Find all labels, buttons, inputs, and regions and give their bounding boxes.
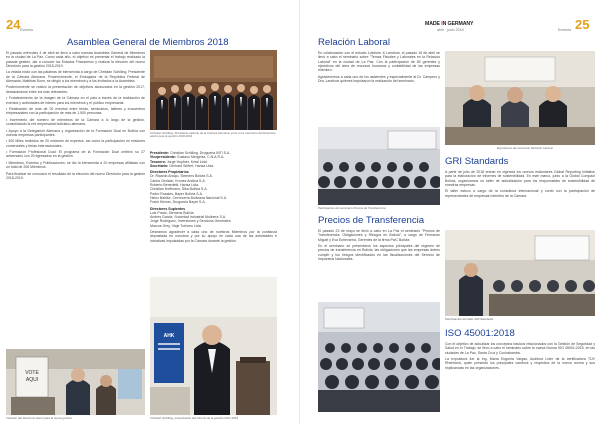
presentation-photo-caption: Christian Schilling, presentación del informe de la gestión 2017-2018	[150, 416, 239, 420]
directors-label: Directores Propietarios	[150, 170, 189, 175]
relacion-laboral-text	[318, 51, 440, 123]
voting-photo	[6, 349, 145, 415]
iso-heading: ISO 45001:2018	[445, 328, 515, 339]
asamblea-body-column-1	[6, 51, 145, 346]
gri-paragraph: A partir de julio de 2018 entran en vigencia los nuevos estándares Global Reporting Initiative para la elaboración de informes de sostenibilidad. En este marco, junto a la Global Compact Bolivia, organizamos un taller de actualización para los responsables de sostenibilidad de nuestras empresas.	[445, 170, 595, 187]
director-item: Dr. Ricardo Araujo, Siemens Bolivia S.A.	[150, 174, 213, 179]
board-name: Gustavo Mergelsz, C.N.A.R.A.	[176, 155, 225, 160]
alternate-item: Jorge Rodríguez, Inversiones y Servicios Generales	[150, 219, 231, 224]
page-number-right: 25	[575, 17, 590, 32]
director-item: Frank Kleiner, Drogueria Bayer S.A.	[150, 200, 206, 205]
made-in-germany-logo: MADE IN GERMANY	[425, 21, 474, 27]
asamblea-paragraph: • Realización de más de 20 eventos entre ferias, seminarios, talleres y encuentros empresariales con la participación de más de 1.500 personas.	[6, 107, 145, 116]
header-date: abril · junio 2018	[437, 28, 464, 32]
relacion-laboral-photo	[445, 51, 595, 145]
precios-photo	[318, 127, 440, 205]
gri-text	[445, 170, 595, 228]
relacion-paragraph: En colaboración con el estudio Lofchner & Landívar, el pasado 16 de abril se llevó a cabo el seminario sobre "Temas Fiscales y Laborales en la Relación Laboral" en la ciudad de La Paz. Con la participación de 80 gerentes y ejecutivos del área de recursos humanos y contabilidad de las empresas miembro.	[318, 51, 440, 73]
asamblea-paragraph: Posteriormente se realizó la presentación de objetivos alcanzados en la gestión 2017, destacándose entre los más relevantes:	[6, 85, 145, 94]
gri-paragraph: El taller estuvo a cargo de la consultora internacional y contó con la participación de representantes de empresas miembro de la Cámara.	[445, 189, 595, 198]
svg-text:AQUI: AQUI	[25, 377, 39, 383]
asamblea-body-column-2	[150, 151, 277, 276]
alternate-item: Luis Prado, Siemens Bolivia	[150, 210, 194, 215]
asamblea-paragraph: Para finalizar se comunicó el resultado de la elección del nuevo Directorio para la gestión 2018-2019.	[6, 171, 145, 180]
gri-heading: GRI Standards	[445, 156, 509, 167]
asamblea-paragraph: • Fortalecimiento de la imagen de la Cámara en el país a través de la realización de eventos y actividades de interés para los miembros y el público empresarial.	[6, 96, 145, 105]
precios-text	[318, 229, 440, 299]
asamblea-group-photo	[150, 50, 277, 130]
presentation-photo	[150, 277, 277, 415]
director-item: Pedro Rosales, Bayer Bolivia S.A.	[150, 191, 203, 196]
asamblea-photo-caption: Christian Schilling, Presidente saliente de la Cámara Alemana, junto a los miembros del Directorio electo para la gestión 2018-2019	[150, 131, 276, 139]
precios-paragraph: El pasado 23 de mayo se llevó a cabo en La Paz el seminario "Precios de Transferencia: Obligaciones y Riesgos en Bolivia", a cargo de Fernando Miguel y Eva Echevarría, Gerentes de la firma PwC Bolivia.	[318, 229, 440, 242]
board-role: Presidente:	[150, 151, 171, 155]
director-item: Christian Hoffmann, Sika Bolivia S.A.	[150, 187, 208, 192]
alternates-label: Directores Suplentes	[150, 206, 186, 211]
svg-text:VOTE: VOTE	[25, 370, 39, 376]
asamblea-heading: Asamblea General de Miembros 2018	[67, 37, 229, 48]
relacion-laboral-heading: Relación Laboral	[318, 37, 390, 48]
relacion-paragraph: Agradecemos a cada uno de los asistentes y especialmente al Dr. Campero y Dra. Landívar quienes impulsaron la realización del seminario.	[318, 74, 440, 83]
asamblea-paragraph: • Formación Profesional Dual: El programa de la Formación Dual celebró su 27 aniversario con 20 egresados en la gestión.	[6, 150, 145, 159]
alternate-item: Marcos Grey, Viaje Turismo Ltda.	[150, 223, 202, 228]
svg-text:AHK: AHK	[163, 333, 175, 339]
board-role: Tesorero:	[150, 159, 167, 164]
board-name: Christian Schilling, Drogueria INTI S.A.	[170, 151, 231, 155]
precios-audience-photo	[318, 302, 440, 412]
precios-paragraph: En el seminario se presentaron los aspectos principales del régimen de precios de transferencia en Bolivia, las obligaciones que las empresas deben cumplir y los riesgos identificados en las fiscalizaciones del Servicio de Impuestos Nacionales.	[318, 244, 440, 261]
asamblea-closing: Deseamos agradecer a cada uno de nuestros Miembros por la confianza depositada en nosotros y por su apoyo en cada una de las actividades e iniciativas impulsadas por la Cámara durante la gestión.	[150, 230, 277, 243]
iso-paragraph: La expositora fue la Ing. María Eugenia Vargas, Auditora Líder de la certificadora TÜV Rheinland, quien presentó los principales cambios y requisitos de la nueva norma y sus implicancias en las organizaciones.	[445, 357, 595, 370]
board-role: Vicepresidente:	[150, 155, 177, 160]
gri-photo	[445, 230, 595, 316]
precios-photo-caption: Participantes del seminario Precios de Transferencia	[318, 206, 386, 210]
asamblea-paragraph: El pasado miércoles 4 de abril se llevó a cabo nuestra Asamblea General de Miembros en la ciudad de La Paz. Como cada año, el objetivo es presentar el trabajo realizado la pasada gestión, dar a conocer los Estados Financieros y realizar la elección del nuevo Directorio para la gestión 2018-2019.	[6, 51, 145, 68]
section-label-right: Eventos	[558, 28, 571, 32]
asamblea-paragraph: • Miembros, Eventos y Publicaciones: se dio la bienvenida a 20 empresas afiliadas con un total de 206 Miembros.	[6, 160, 145, 170]
director-item: Heinz Bahlke, Cervecería Boliviana Nacional S.A.	[150, 195, 228, 200]
asamblea-paragraph: La velada inició con las palabras de bienvenida a cargo de Christian Schilling, Presidente de la Cámara Alemana. Posteriormente, el Embajador de la República Federal de Alemania, Matthias Sonn, se dirigió a los miembros y a los invitados a la Asamblea.	[6, 70, 145, 83]
alternate-item: Andrés Garcia, Sociedad Industrial Molinera S.A.	[150, 215, 227, 220]
asamblea-paragraph: • 300 Miles recibidos de 20 misiones de expertos, así como la participación en misiones comerciales y ferias internacionales.	[6, 139, 145, 148]
right-page	[300, 0, 600, 424]
board-name: Gerhard Seifert, Hansa Ltda.	[169, 163, 215, 168]
section-label-left: Eventos	[20, 28, 33, 32]
asamblea-paragraph: • Apoyo a la Delegación Alemana y organización de la Formación Dual en Bolivia con nuevas empresas participantes.	[6, 128, 145, 137]
iso-text	[445, 342, 595, 418]
relacion-laboral-caption: Expositores del seminario Relación Laboral	[497, 146, 553, 150]
page-number-left: 24	[6, 17, 21, 32]
gri-photo-caption: Participantes del taller GRI Standards	[445, 317, 494, 321]
director-item: Carlos Gerlach, Krones Andina S.A.	[150, 178, 206, 183]
board-name: Jorge Hopfner, Ketal Ltda.	[166, 159, 208, 164]
iso-paragraph: Con el objetivo de actualizar los conceptos básicos relacionados con la Gestión de Seguridad y Salud en el Trabajo, se llevó a cabo el seminario sobre la nueva Norma ISO 45001:2018, en las ciudades de La Paz, Santa Cruz y Cochabamba.	[445, 342, 595, 355]
board-member	[150, 164, 277, 168]
board-role: Secretario:	[150, 163, 170, 168]
voting-photo-caption: Votación del Directorio electo para la nueva gestión	[6, 416, 72, 420]
precios-heading: Precios de Transferencia	[318, 215, 425, 226]
asamblea-paragraph: • Incremento del número de miembros de la Cámara a lo largo de la gestión, consolidando la red empresarial boliviano-alemana.	[6, 117, 145, 127]
director-item: Roberto Benedetti, Hansa Ltda.	[150, 183, 200, 188]
